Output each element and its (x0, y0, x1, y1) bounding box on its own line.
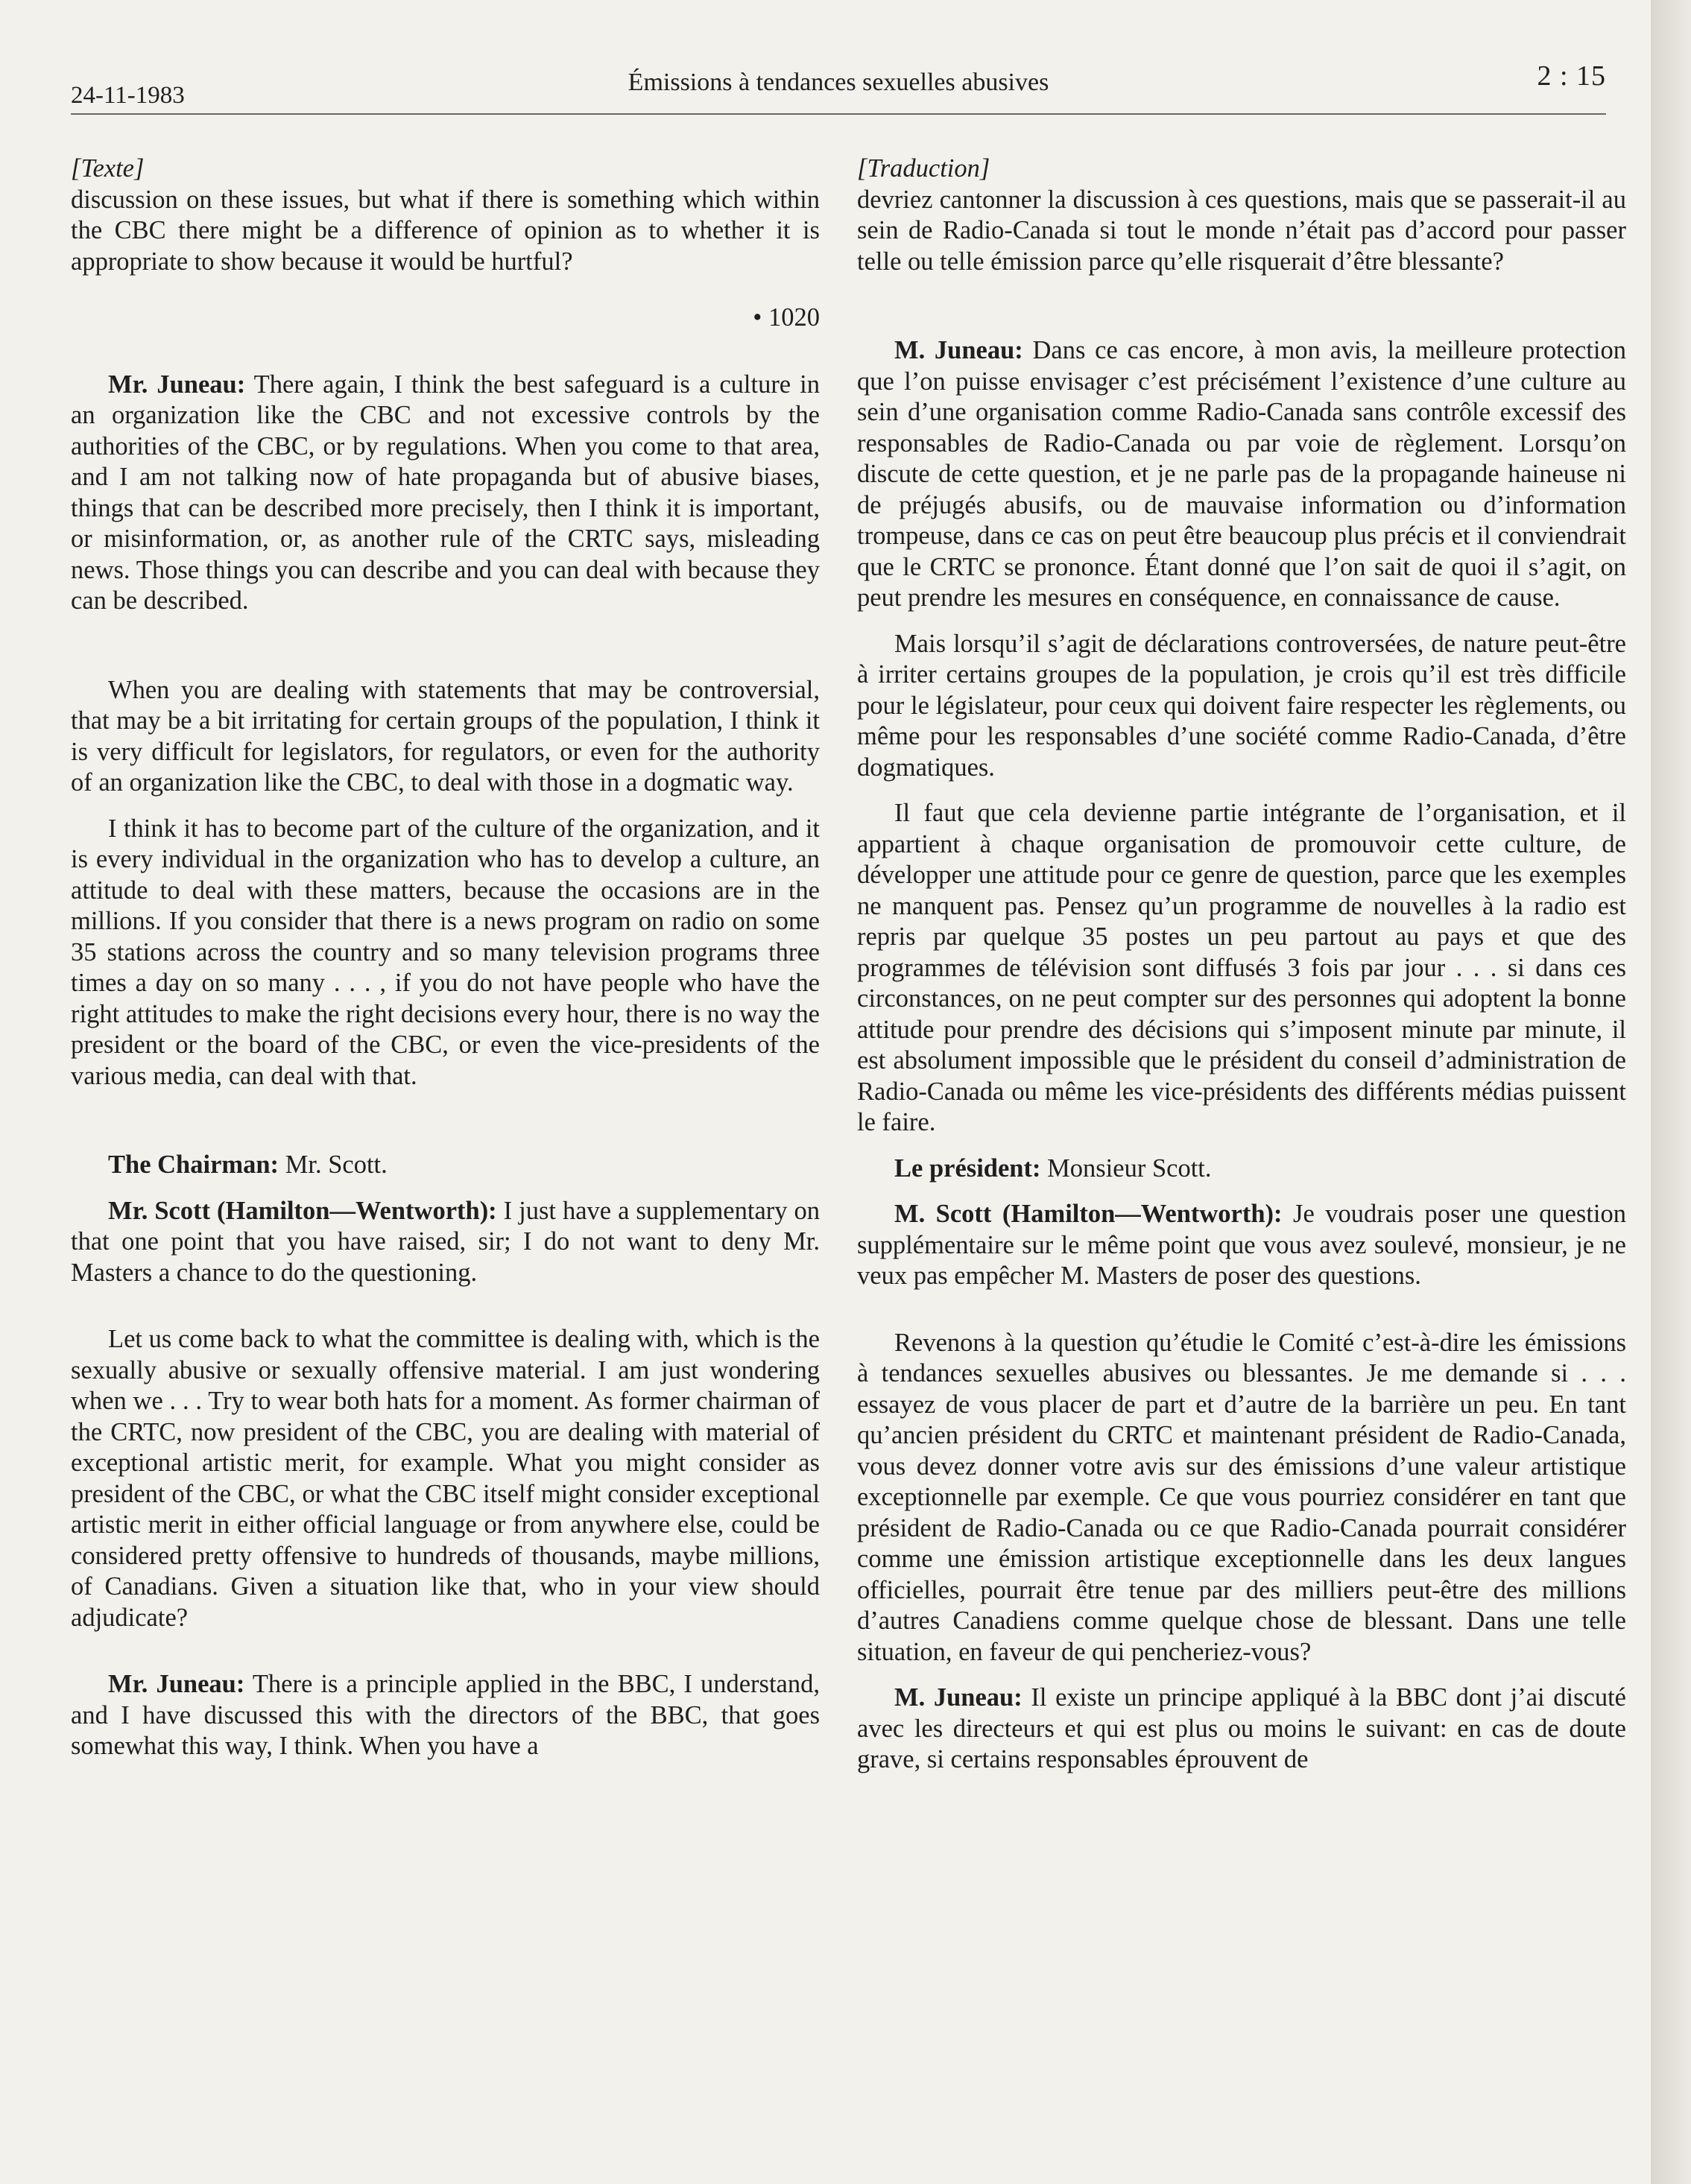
section-label-traduction: [Traduction] (857, 154, 990, 183)
label-text: Texte (80, 154, 134, 183)
speaker-name: M. Juneau: (894, 336, 1023, 364)
paragraph: I think it has to become part of the culture of the organization, and it is every individual in the organization who has to develop a culture, an attitude to deal with these matters, because the occasions are in the millions. If you consider that there is a news program on radio on some 35 stations across the country and so many television programs three times a day on so many . . . , if you do not have people who have the right attitudes to make the right decisions every hour, there is no way the president or the board of the CBC, or even the vice-presidents of the various media, can deal with that. (71, 814, 820, 1090)
paragraph: devriez cantonner la discussion à ces questions, mais que se passerait-il au sein de Radio-Canada si tout le monde n’était pas d’accord pour passer telle ou telle émission parce qu’elle risquerait d’être blessante? (857, 185, 1626, 276)
speaker-name: M. Scott (Hamilton—Wentworth): (894, 1200, 1283, 1228)
speech-text: Il existe un principe appliqué à la BBC dont j’ai discuté avec les directeurs et qui est plus ou moins le suivant: en cas de doute grave, si certains responsables éprouvent de (857, 1683, 1626, 1773)
speaker-name: Le président: (894, 1153, 1041, 1183)
french-column (857, 153, 1626, 1776)
speaker-name: The Chairman: (108, 1150, 279, 1179)
speech-text: There is a principle applied in the BBC, I understand, and I have discussed this with the directors of the BBC, that goes somewhat this way, I think. When you have a (71, 1670, 820, 1760)
header-rule (71, 113, 1606, 115)
section-label-texte: [Texte] (71, 154, 145, 183)
speech-text: I just have a supplementary on that one point that you have raised, sir; I do not want to deny Mr. Masters a chance to do the questioning. (71, 1196, 820, 1287)
paragraph: Revenons à la question qu’étudie le Comité c’est-à-dire les émissions à tendances sexuelles abusives ou blessantes. Je me demande si . . . essayez de vous placer de part et d’autre de la barrière un peu. En tant qu’ancien président du CRTC et maintenant président de Radio-Canada, vous devez donner votre avis sur des émissions d’une valeur artistique exceptionnelle par exemple. Ce que vous pourriez considérer en tant que président de Radio-Canada ou ce que Radio-Canada pourrait considérer comme une émission artistique exceptionnelle dans les deux langues officielles, pourrait être tenue par des milliers peut-être des millions d’autres Canadiens comme quelque chose de blessant. Dans une telle situation, en faveur de qui pencheriez-vous? (857, 1328, 1626, 1666)
header-title: Émissions à tendances sexuelles abusives (628, 69, 1049, 96)
paragraph (857, 1153, 1626, 1185)
paragraph (71, 1196, 820, 1289)
header-page-number: 2 : 15 (1537, 60, 1606, 92)
paragraph: Let us come back to what the committee is dealing with, which is the sexually abusive or sexually offensive material. I am just wondering when we . . . Try to wear both hats for a moment. As former chairman of the CRTC, now president of the CBC, you are dealing with material of exceptional artistic merit, for example. What you might consider as president of the CBC, or what the CBC itself might consider exceptional artistic merit in either official language or from anywhere else, could be considered pretty offensive to hundreds of thousands, maybe millions, of Canadians. Given a situation like that, who in your view should adjudicate? (71, 1325, 820, 1632)
speech-text: Mr. Scott. (279, 1150, 388, 1179)
label-text: Traduction (867, 154, 980, 183)
speaker-name: M. Juneau: (894, 1683, 1022, 1712)
paragraph: Il faut que cela devienne partie intégrante de l’organisation, et il appartient à chaque organisation de promouvoir cette culture, de développer une attitude pour ce genre de question, parce que les exemples ne manquent pas. Pensez qu’un programme de nouvelles à la radio est repris par quelque 35 postes un peu partout au pays et que des programmes de télévision sont diffusés 3 fois par jour . . . si dans ces circonstances, on ne peut compter sur des personnes qui adoptent la bonne attitude pour prendre des décisions qui s’imposent minute par minute, il est absolument impossible que le président du conseil d’administration de Radio-Canada ou même les vice-présidents des différents médias puissent le faire. (857, 799, 1626, 1136)
paragraph (71, 1669, 820, 1762)
speech-text: Je voudrais poser une question supplémentaire sur le même point que vous avez soulevé, monsieur, je ne veux pas empêcher M. Masters de poser des questions. (857, 1200, 1626, 1290)
paragraph (71, 370, 820, 617)
paragraph: When you are dealing with statements that may be controversial, that may be a bit irritating for certain groups of the population, I think it is very difficult for legislators, for regulators, or even for the authority of an organization like the CBC, to deal with those in a dogmatic way. (71, 675, 820, 797)
paragraph (857, 1199, 1626, 1292)
paragraph (71, 1150, 820, 1181)
page-edge (1651, 0, 1691, 2184)
english-column (71, 153, 820, 1762)
speaker-name: Mr. Scott (Hamilton—Wentworth): (108, 1196, 497, 1225)
paragraph (857, 1683, 1626, 1776)
header-date: 24-11-1983 (71, 82, 185, 109)
paragraph (857, 335, 1626, 614)
paragraph: Mais lorsqu’il s’agit de déclarations controversées, de nature peut-être à irriter certains groupes de la population, je crois qu’il est très difficile pour le législateur, pour ceux qui doivent faire respecter les règlements, ou même pour les responsables d’une société comme Radio-Canada, d’être dogmatiques. (857, 629, 1626, 782)
speech-text: Dans ce cas encore, à mon avis, la meilleure protection que l’on puisse envisager c’est précisément l’existence d’une culture au sein d’une organisation comme Radio-Canada sans contrôle excessif des responsables de Radio-Canada ou par voie de règlement. Lorsqu’on discute de cette question, et je ne parle pas de la propagande haineuse ni de préjugés abusifs, ou de mauvaise information ou d’information trompeuse, dans ce cas on peut être beaucoup plus précis et il conviendrait que le CRTC se prononce. Étant donné que l’on sait de quoi il s’agit, on peut prendre les mesures en conséquence, en connaissance de cause. (857, 336, 1626, 612)
speaker-name: Mr. Juneau: (108, 370, 246, 399)
time-marker: • 1020 (753, 303, 820, 332)
paragraph: discussion on these issues, but what if there is something which within the CBC there might be a difference of opinion as to whether it is appropriate to show because it would be hurtful? (71, 185, 820, 276)
page-header (71, 60, 1606, 119)
speech-text: Monsieur Scott. (1040, 1153, 1212, 1183)
speech-text: There again, I think the best safeguard is a culture in an organization like the CBC and not excessive controls by the authorities of the CBC, or by regulations. When you come to that area, and I am not talking now of hate propaganda but of abusive biases, things that can be described more precisely, then I think it is important, or misinformation, or, as another rule of the CRTC says, misleading news. Those things you can describe and you can deal with because they can be described. (71, 370, 820, 615)
speaker-name: Mr. Juneau: (108, 1670, 245, 1698)
